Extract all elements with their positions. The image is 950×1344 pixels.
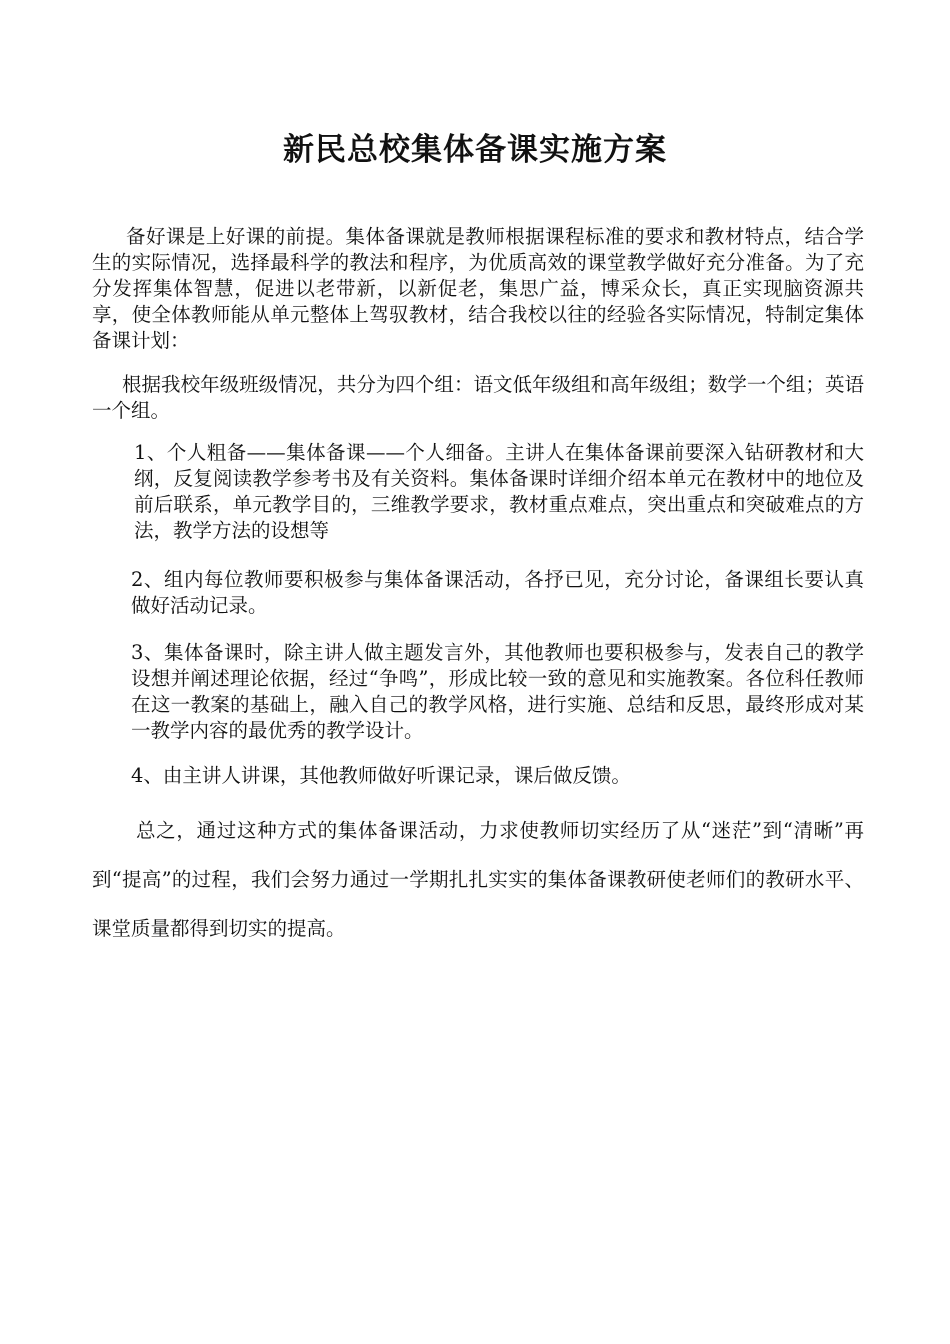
document-title: 新民总校集体备课实施方案 xyxy=(283,132,667,168)
list-item: 2、组内每位教师要积极参与集体备课活动，各抒已见，充分讨论，备课组长要认真做好活动记录。 xyxy=(131,568,864,617)
list-item: 4、由主讲人讲课，其他教师做好听课记录，课后做反馈。 xyxy=(131,764,631,787)
summary-paragraph: 总之，通过这种方式的集体备课活动，力求使教师切实经历了从“迷茫”到“清晰”再到“提高”的过程，我们会努力通过一学期扎扎实实的集体备课教研使老师们的教研水平、课堂质量都得到切实的提高。 xyxy=(92,819,864,940)
list-item: 1、个人粗备——集体备课——个人细备。主讲人在集体备课前要深入钻研教材和大纲，反复阅读教学参考书及有关资料。集体备课时详细介绍本单元在教材中的地位及前后联系，单元教学目的，三维教学要求，教材重点难点，突出重点和突破难点的方法，教学方法的设想等 xyxy=(134,441,864,542)
list-item: 3、集体备课时，除主讲人做主题发言外，其他教师也要积极参与，发表自己的教学设想并阐述理论依据，经过“争鸣”，形成比较一致的意见和实施教案。各位科任教师在这一教案的基础上，融入自己的教学风格，进行实施、总结和反思，最终形成对某一教学内容的最优秀的教学设计。 xyxy=(131,641,864,742)
groups-paragraph: 根据我校年级班级情况，共分为四个组：语文低年级组和高年级组；数学一个组；英语一个组。 xyxy=(92,373,864,422)
intro-paragraph: 备好课是上好课的前提。集体备课就是教师根据课程标准的要求和教材特点，结合学生的实际情况，选择最科学的教法和程序，为优质高效的课堂教学做好充分准备。为了充分发挥集体智慧，促进以老带新，以新促老，集思广益，博采众长，真正实现脑资源共享，使全体教师能从单元整体上驾驭教材，结合我校以往的经验各实际情况，特制定集体备课计划： xyxy=(92,225,864,352)
